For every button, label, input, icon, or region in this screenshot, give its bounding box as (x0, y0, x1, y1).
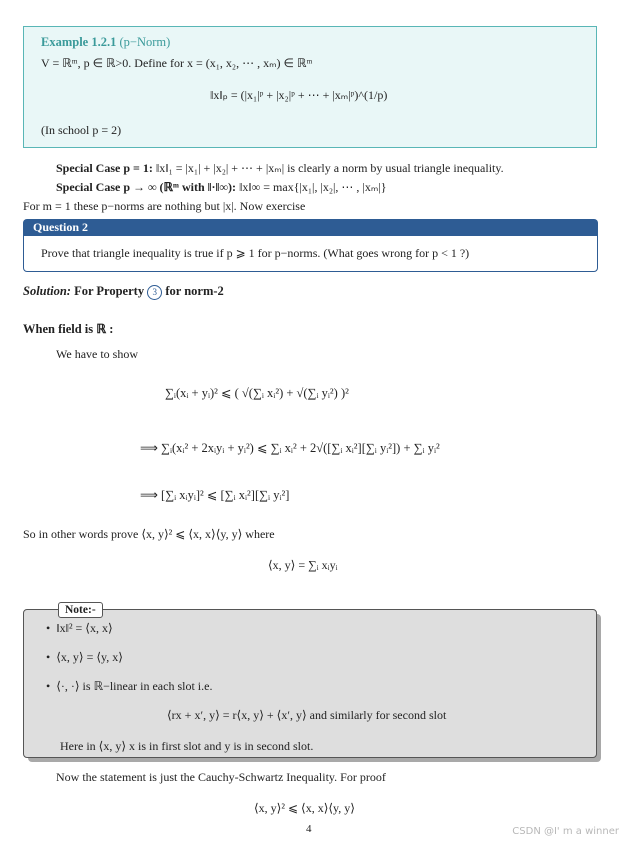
example-title: Example 1.2.1 (p−Norm) (41, 35, 171, 49)
question-text: Prove that triangle inequality is true if p ⩾ 1 for p−norms. (What goes wrong for p < 1 ?) (41, 246, 470, 260)
page-number: 4 (306, 823, 312, 835)
example-note: (In school p = 2) (41, 123, 122, 137)
special-case-inf: Special Case p → ∞ (ℝᵐ with ‖·‖∞): ‖x‖∞ = max{|x₁|, |x₂|, ⋯ , |xₘ|} (56, 180, 387, 194)
linear-equation: ⟨rx + x′, y⟩ = r⟨x, y⟩ + ⟨x′, y⟩ and similarly for second slot (167, 708, 447, 722)
note-label: Note:- (58, 602, 103, 618)
pnorm-formula: ‖x‖ₚ = (|x₁|ᵖ + |x₂|ᵖ + ⋯ + |xₘ|ᵖ)^(1/p) (210, 88, 388, 102)
solution-heading: Solution: For Property 3 for norm-2 (23, 284, 224, 298)
summary-line: For m = 1 these p−norms are nothing but |x|. Now exercise (23, 199, 306, 213)
circled-number: 3 (147, 285, 162, 300)
equation-2: ⟹ ∑ᵢ(xᵢ² + 2xᵢyᵢ + yᵢ²) ⩽ ∑ᵢ xᵢ² + 2√([∑ᵢ xᵢ²][∑ᵢ yᵢ²]) + ∑ᵢ yᵢ² (140, 441, 440, 455)
equation-1: ∑ᵢ(xᵢ + yᵢ)² ⩽ ( √(∑ᵢ xᵢ²) + √(∑ᵢ yᵢ²) )² (165, 386, 349, 400)
equation-3: ⟹ [∑ᵢ xᵢyᵢ]² ⩽ [∑ᵢ xᵢ²][∑ᵢ yᵢ²] (140, 488, 290, 502)
we-have-to-show: We have to show (56, 347, 139, 361)
note-item-2: • ⟨x, y⟩ = ⟨y, x⟩ (46, 650, 123, 664)
note-item-1: • ‖x‖² = ⟨x, x⟩ (46, 621, 113, 635)
question-label: Question 2 (33, 220, 89, 234)
special-case-1: Special Case p = 1: ‖x‖₁ = |x₁| + |x₂| + ⋯ + |xₘ| is clearly a norm by usual triangle inequality. (56, 161, 504, 175)
inner-product-def: ⟨x, y⟩ = ∑ᵢ xᵢyᵢ (268, 558, 338, 572)
watermark: CSDN @I' m a winner (512, 826, 619, 837)
closing-statement: Now the statement is just the Cauchy-Schwartz Inequality. For proof (56, 770, 386, 784)
field-heading: When field is ℝ : (23, 322, 114, 336)
final-equation: ⟨x, y⟩² ⩽ ⟨x, x⟩⟨y, y⟩ (254, 801, 355, 815)
question-tab (23, 219, 598, 236)
note-item-3: • ⟨·, ·⟩ is ℝ−linear in each slot i.e. (46, 679, 213, 693)
example-line1: V = ℝᵐ, p ∈ ℝ>0. Define for x = (x₁, x₂, ⋯ , xₘ) ∈ ℝᵐ (41, 56, 313, 70)
slot-text: Here in ⟨x, y⟩ x is in first slot and y is in second slot. (60, 739, 314, 753)
other-words-line: So in other words prove ⟨x, y⟩² ⩽ ⟨x, x⟩⟨y, y⟩ where (23, 527, 275, 541)
